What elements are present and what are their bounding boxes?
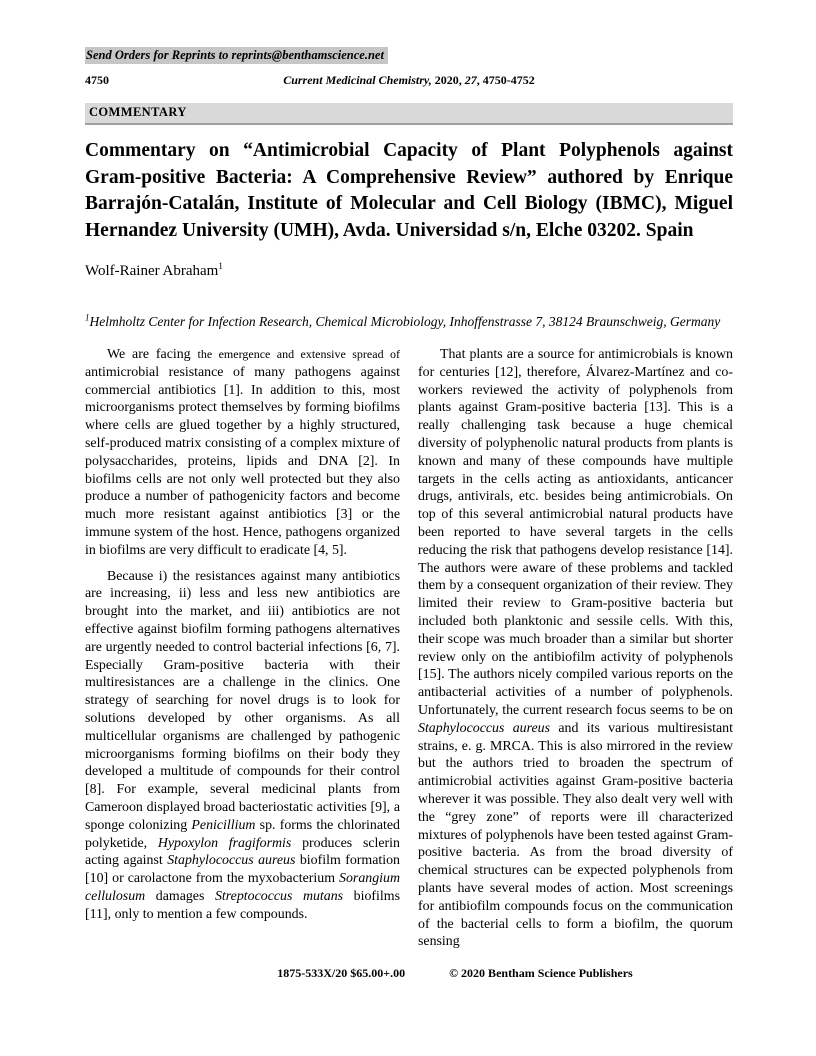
section-bar bbox=[85, 103, 733, 125]
page-number: 4750 bbox=[85, 73, 109, 87]
send-orders-highlight bbox=[85, 47, 388, 64]
right-column bbox=[418, 346, 733, 959]
issn-price: 1875-533X/20 $65.00+.00 bbox=[277, 966, 406, 980]
journal-citation: Current Medicinal Chemistry, 2020, 27, 4750-4752 bbox=[283, 73, 535, 87]
paragraph-left-2: Because i) the resistances against many antibiotics are increasing, ii) less and less new antibiotics are brought into the market, and iii) antibiotics are not effective against biofilm forming pathogens alternatives are urgently needed to control bacterial infections [6, 7]. Especially Gram-positive bacteria with their multiresistances are a challenge in the clinics. One strategy of searching for novel drugs is to look for solutions developed by other organisms. As all multicellular organisms are challenged by pathogenic microorganisms forming biofilms on their body they developed a multitude of compounds for their control [8]. For example, several medicinal plants from Cameroon displayed broad bacteriostatic activities [9], a sponge colonizing Penicillium sp. forms the chlorinated polyketide, Hypoxylon fragiformis produces sclerin acting against Staphylococcus aureus biofilm formation [10] or carolactone from the myxobacterium Sorangium cellulosum damages Streptococcus mutans biofilms [11], only to mention a few compounds. bbox=[85, 568, 400, 922]
journal-header-line bbox=[85, 73, 733, 89]
paragraph-right-1: That plants are a source for antimicrobials is known for centuries [12], therefore, Álvarez-Martínez and co-workers reviewed the activity of polyphenols from plants against Gram-positive bacteria [13]. This is a really challenging task because a huge chemical diversity of polyphenolic natural products from plants is known and many of these compounds have multiple targets in the cells acting as antioxidants, anticancer drugs, antivirals, etc. besides being antimicrobials. On top of this several antimicrobial natural products have been reported to have several targets in the cells reducing the risk that pathogens develop resistance [14]. The authors were aware of these problems and tackled them by a consequent organization of their review. They limited their review to Gram-positive bacteria but included both planktonic and sessile cells. With this, their scope was much broader than a similar but shorter review only on the antibiofilm activity of polyphenols [15]. The authors nicely compiled various reports on the antibacterial activities of a number of polyphenols. Unfortunately, the current research focus seems to be on Staphylococcus aureus and its various multiresistant strains, e. g. MRCA. This is also mirrored in the review but the authors tried to broaden the spectrum of antimicrobial activities against Gram-positive bacteria wherever it was possible. They also dealt very well with the “grey zone” of reports were ill characterized mixtures of polyphenols have been tested against Gram-positive bacteria. As from the broad diversity of chemical structures can be expected polyphenols from plants have several modes of action. Most screenings for antibiofilm compounds focus on the communication of the bacterial cells to form a biofilm, the quorum sensing bbox=[418, 347, 733, 950]
send-orders-text: Send Orders for Reprints to bbox=[86, 48, 232, 62]
page-footer bbox=[47, 966, 816, 981]
left-column bbox=[85, 346, 400, 959]
article-title: Commentary on “Antimicrobial Capacity of Plant Polyphenols against Gram-positive Bacteria: A Comprehensive Review” authored by Enrique Barrajón-Catalán, Institute of Molecular and Cell Biology (IBMC), Miguel Hernandez University (UMH), Avda. Universidad s/n, Elche 03202. Spain bbox=[85, 140, 733, 241]
section-label: COMMENTARY bbox=[89, 105, 187, 119]
author-name: Wolf-Rainer Abraham$^1$ bbox=[85, 261, 223, 279]
body-columns bbox=[85, 346, 733, 959]
copyright-notice: © 2020 Bentham Science Publishers bbox=[449, 966, 633, 980]
reprints-email-link[interactable]: reprints@benthamscience.net bbox=[231, 48, 384, 62]
author-affiliation: $^1$Helmholtz Center for Infection Research, Chemical Microbiology, Inhoffenstrasse 7, 38124 Braunschweig, Germany bbox=[85, 312, 721, 329]
send-orders-line bbox=[85, 48, 733, 63]
paragraph-left-1: We are facing the emergence and extensive spread of antimicrobial resistance of many pathogens against commercial antibiotics [1]. In addition to this, most microorganisms protect themselves by forming biofilms where cells are glued together by a highly structured, self-produced matrix consisting of a complex mixture of polysaccharides, proteins, lipids and DNA [2]. In biofilms cells are not only well protected but they also produce a number of pathogenicity factors and become much more resistant against antibiotics [3] or the immune system of the host. Hence, pathogens organized in biofilms are very difficult to eradicate [4, 5]. bbox=[85, 347, 400, 558]
